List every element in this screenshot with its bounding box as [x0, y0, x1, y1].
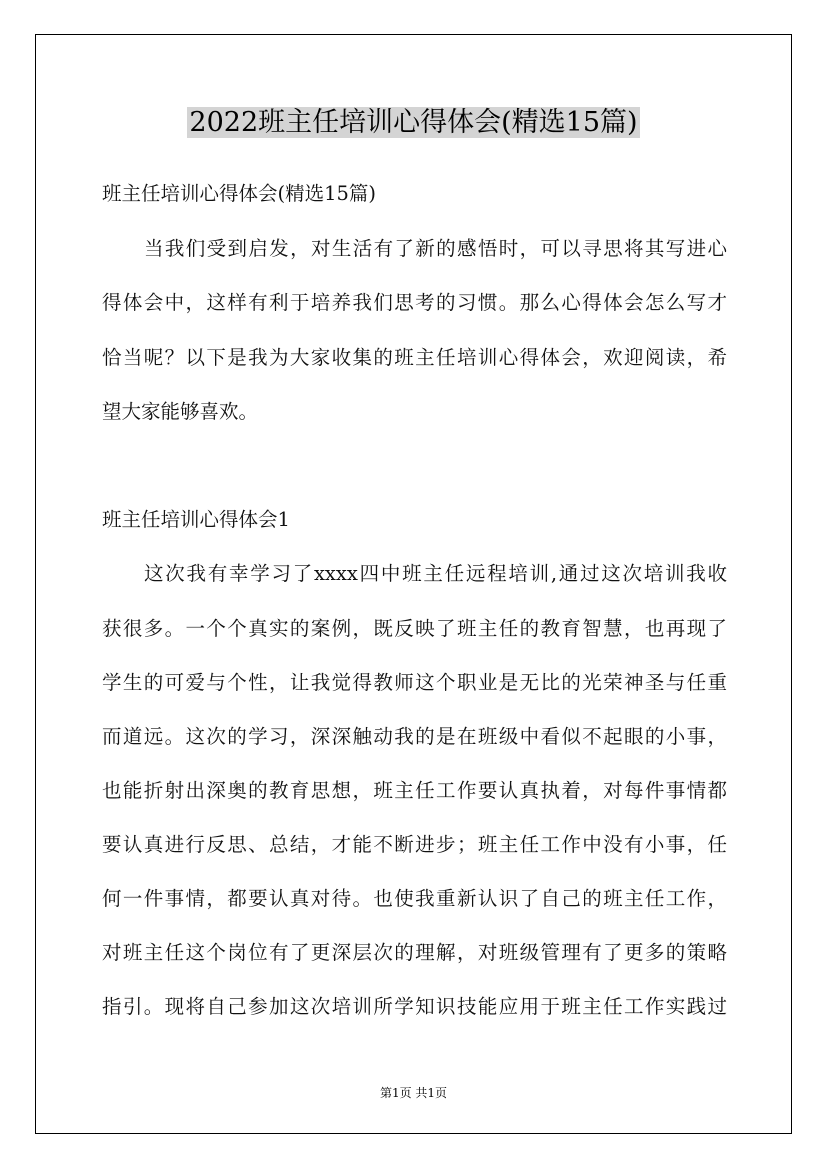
subtitle: 班主任培训心得体会(精选15篇) [102, 182, 377, 205]
body-line: 而道远。这次的学习，深深触动我的是在班级中看似不起眼的小事， [102, 725, 727, 748]
page-footer: 第1页 共1页 [379, 1086, 448, 1100]
document-title: 2022班主任培训心得体会(精选15篇) [189, 107, 638, 138]
body-line: 对班主任这个岗位有了更深层次的理解，对班级管理有了更多的策略 [102, 941, 727, 964]
body-line: 学生的可爱与个性，让我觉得教师这个职业是无比的光荣神圣与任重 [102, 671, 727, 694]
body-line: 要认真进行反思、总结，才能不断进步；班主任工作中没有小事，任 [102, 833, 727, 856]
section-heading: 班主任培训心得体会1 [102, 508, 290, 531]
body-line: 指引。现将自己参加这次培训所学知识技能应用于班主任工作实践过 [102, 995, 727, 1018]
intro-line: 望大家能够喜欢。 [102, 400, 259, 423]
body-line: 这次我有幸学习了xxxx四中班主任远程培训,通过这次培训我收 [144, 562, 727, 585]
intro-line: 当我们受到启发，对生活有了新的感悟时，可以寻思将其写进心 [144, 237, 727, 260]
body-line: 获很多。一个个真实的案例，既反映了班主任的教育智慧，也再现了 [102, 617, 727, 640]
body-line: 何一件事情，都要认真对待。也使我重新认识了自己的班主任工作， [102, 887, 727, 910]
intro-line: 得体会中，这样有利于培养我们思考的习惯。那么心得体会怎么写才 [102, 291, 727, 314]
intro-line: 恰当呢？以下是我为大家收集的班主任培训心得体会，欢迎阅读，希 [102, 346, 727, 369]
body-line: 也能折射出深奥的教育思想，班主任工作要认真执着，对每件事情都 [102, 779, 727, 802]
